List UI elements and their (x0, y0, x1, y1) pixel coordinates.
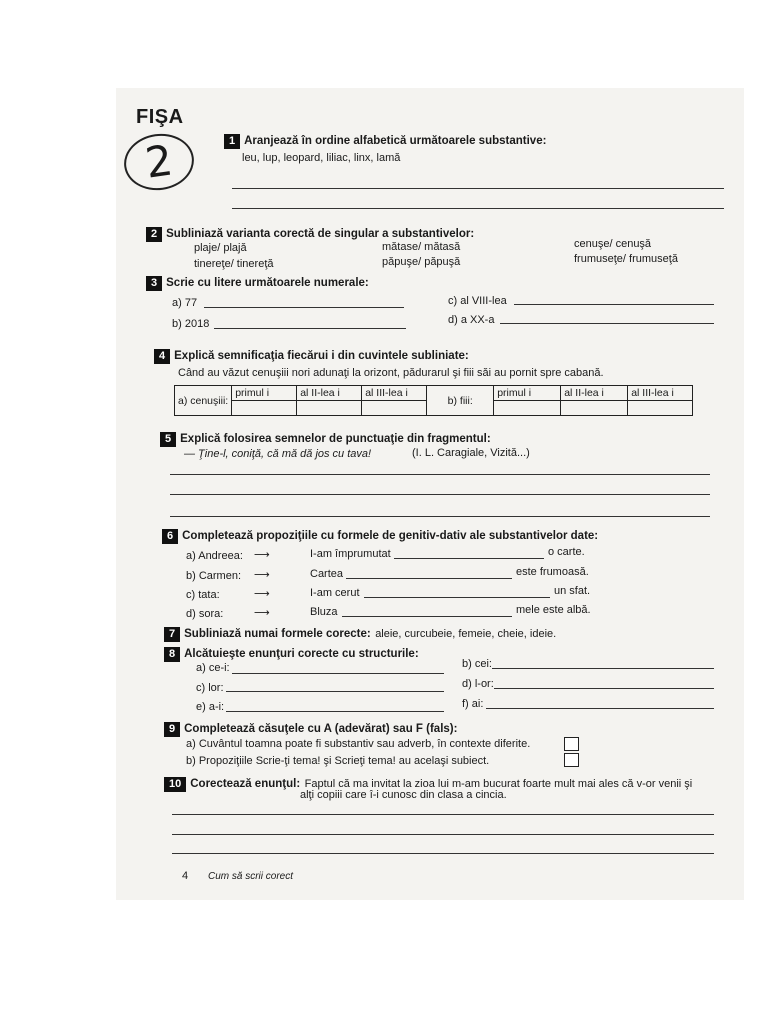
answer-cell (494, 401, 561, 416)
row-label: b) fiii: (427, 386, 494, 416)
answer-line (494, 688, 714, 689)
column-header: al III-lea i (628, 386, 693, 401)
exercise-2-item: plaje/ plajă (194, 242, 247, 254)
arrow-icon: ⟶ (254, 569, 270, 581)
answer-line (514, 304, 714, 305)
answer-cell (628, 401, 693, 416)
page-title: FIŞA (136, 106, 184, 128)
numeral-d: d) a XX-a (448, 314, 495, 326)
answer-line (170, 474, 710, 475)
exercise-2-item: cenuşe/ cenuşă (574, 238, 652, 250)
exercise-1-words: leu, lup, leopard, liliac, linx, lamă (242, 152, 401, 164)
exercise-4-sentence: Când au văzut cenuşiii nori adunaţi la orizont, pădurarul şi fiii săi au pornit spre cabană. (178, 367, 604, 379)
exercise-8-heading: 8 Alcătuieşte enunţuri corecte cu structurile: (164, 647, 419, 662)
exercise-6-end: o carte. (548, 546, 585, 558)
exercise-6-name: d) sora: (186, 608, 224, 620)
exercise-9-heading: 9 Completează căsuţele cu A (adevărat) sau F (fals): (164, 722, 457, 737)
exercise-5-heading: 5 Explică folosirea semnelor de punctuaţie din fragmentul: (160, 432, 491, 447)
exercise-6-name: c) tata: (186, 589, 220, 601)
exercise-3-heading: 3 Scrie cu litere următoarele numerale: (146, 276, 369, 291)
column-header: al II-lea i (561, 386, 628, 401)
exercise-10: 10 Corectează enunţul: Faptul că ma invitat la zioa lui m-am bucurat foarte mult mai ales că v-or venii şi (164, 774, 692, 792)
arrow-icon: ⟶ (254, 607, 270, 619)
answer-line (170, 516, 710, 517)
exercise-6-end: este frumoasă. (516, 566, 589, 578)
exercise-4-heading: 4 Explică semnificaţia fiecărui i din cuvintele subliniate: (154, 349, 469, 364)
answer-line (214, 328, 406, 329)
exercise-1-heading: 1 Aranjează în ordine alfabetică următoarele substantive: (224, 134, 546, 149)
answer-line (394, 558, 544, 559)
exercise-9-a: a) Cuvântul toamna poate fi substantiv sau adverb, în contexte diferite. (186, 738, 531, 750)
exercise-7-words: aleie, curcubeie, femeie, cheie, ideie. (375, 628, 557, 640)
structure-label: e) a-i: (196, 701, 225, 713)
answer-cell (561, 401, 628, 416)
answer-line (226, 711, 444, 712)
exercise-2-item: mătase/ mătasă (382, 241, 461, 253)
answer-checkbox[interactable] (564, 753, 579, 767)
arrow-icon: ⟶ (254, 549, 270, 561)
answer-cell (297, 401, 362, 416)
structure-label: a) ce-i: (196, 662, 230, 674)
numeral-c: c) al VIII-lea (448, 295, 507, 307)
exercise-10-line-1: Faptul că ma invitat la zioa lui m-am bucurat foarte mult mai ales că v-or venii şi (304, 778, 693, 790)
column-header: al II-lea i (297, 386, 362, 401)
exercise-6-start: Bluza (310, 606, 338, 618)
exercise-5-source: (I. L. Caragiale, Vizită...) (412, 447, 530, 459)
column-header: primul i (232, 386, 297, 401)
exercise-10-line-2: alţi copiii care î-i cunosc din clasa a cincia. (300, 789, 507, 801)
worksheet-number-badge: 2 (120, 129, 197, 194)
numeral-b: b) 2018 (172, 318, 210, 330)
answer-line (232, 208, 724, 209)
exercise-6-start: Cartea (310, 568, 344, 580)
column-header: primul i (494, 386, 561, 401)
exercise-6-heading: 6 Completează propoziţiile cu formele de genitiv-dativ ale substantivelor date: (162, 529, 598, 544)
structure-label: b) cei: (462, 658, 492, 670)
answer-line (486, 708, 714, 709)
answer-line (172, 814, 714, 815)
row-label: a) cenuşiii: (175, 386, 232, 416)
exercise-6-start: I-am împrumutat (310, 548, 391, 560)
structure-label: c) lor: (196, 682, 224, 694)
answer-cell (232, 401, 297, 416)
answer-line (232, 188, 724, 189)
answer-line (364, 597, 550, 598)
answer-line (226, 691, 444, 692)
answer-line (172, 834, 714, 835)
exercise-4-table (174, 385, 693, 416)
numeral-a: a) 77 (172, 297, 198, 309)
answer-line (342, 616, 512, 617)
structure-label: f) ai: (462, 698, 484, 710)
exercise-6-end: mele este albă. (516, 604, 591, 616)
column-header: al III-lea i (362, 386, 427, 401)
page-number: 4 (182, 870, 189, 882)
exercise-2-heading: 2 Subliniază varianta corectă de singular a substantivelor: (146, 227, 474, 242)
exercise-6-name: b) Carmen: (186, 570, 242, 582)
exercise-9-b: b) Propoziţiile Scrie-ţi tema! şi Scrieţi tema! au acelaşi subiect. (186, 755, 490, 767)
exercise-6-start: I-am cerut (310, 587, 360, 599)
exercise-2-item: păpuşe/ păpuşă (382, 256, 461, 268)
exercise-6-name: a) Andreea: (186, 550, 243, 562)
exercise-7: 7 Subliniază numai formele corecte: aleie, curcubeie, femeie, cheie, ideie. (164, 624, 556, 642)
exercise-2-item: tinereţe/ tinereţă (194, 258, 274, 270)
answer-line (232, 673, 444, 674)
answer-line (172, 853, 714, 854)
answer-line (500, 323, 714, 324)
structure-label: d) l-or: (462, 678, 494, 690)
answer-cell (362, 401, 427, 416)
answer-checkbox[interactable] (564, 737, 579, 751)
exercise-5-quote: — Ţine-l, coniţă, că mă dă jos cu tava! (184, 448, 372, 460)
answer-line (346, 578, 512, 579)
book-title: Cum să scrii corect (208, 871, 294, 882)
exercise-6-end: un sfat. (554, 585, 591, 597)
arrow-icon: ⟶ (254, 588, 270, 600)
exercise-2-item: frumuseţe/ frumuseţă (574, 253, 678, 265)
answer-line (204, 307, 404, 308)
answer-line (492, 668, 714, 669)
answer-line (170, 494, 710, 495)
